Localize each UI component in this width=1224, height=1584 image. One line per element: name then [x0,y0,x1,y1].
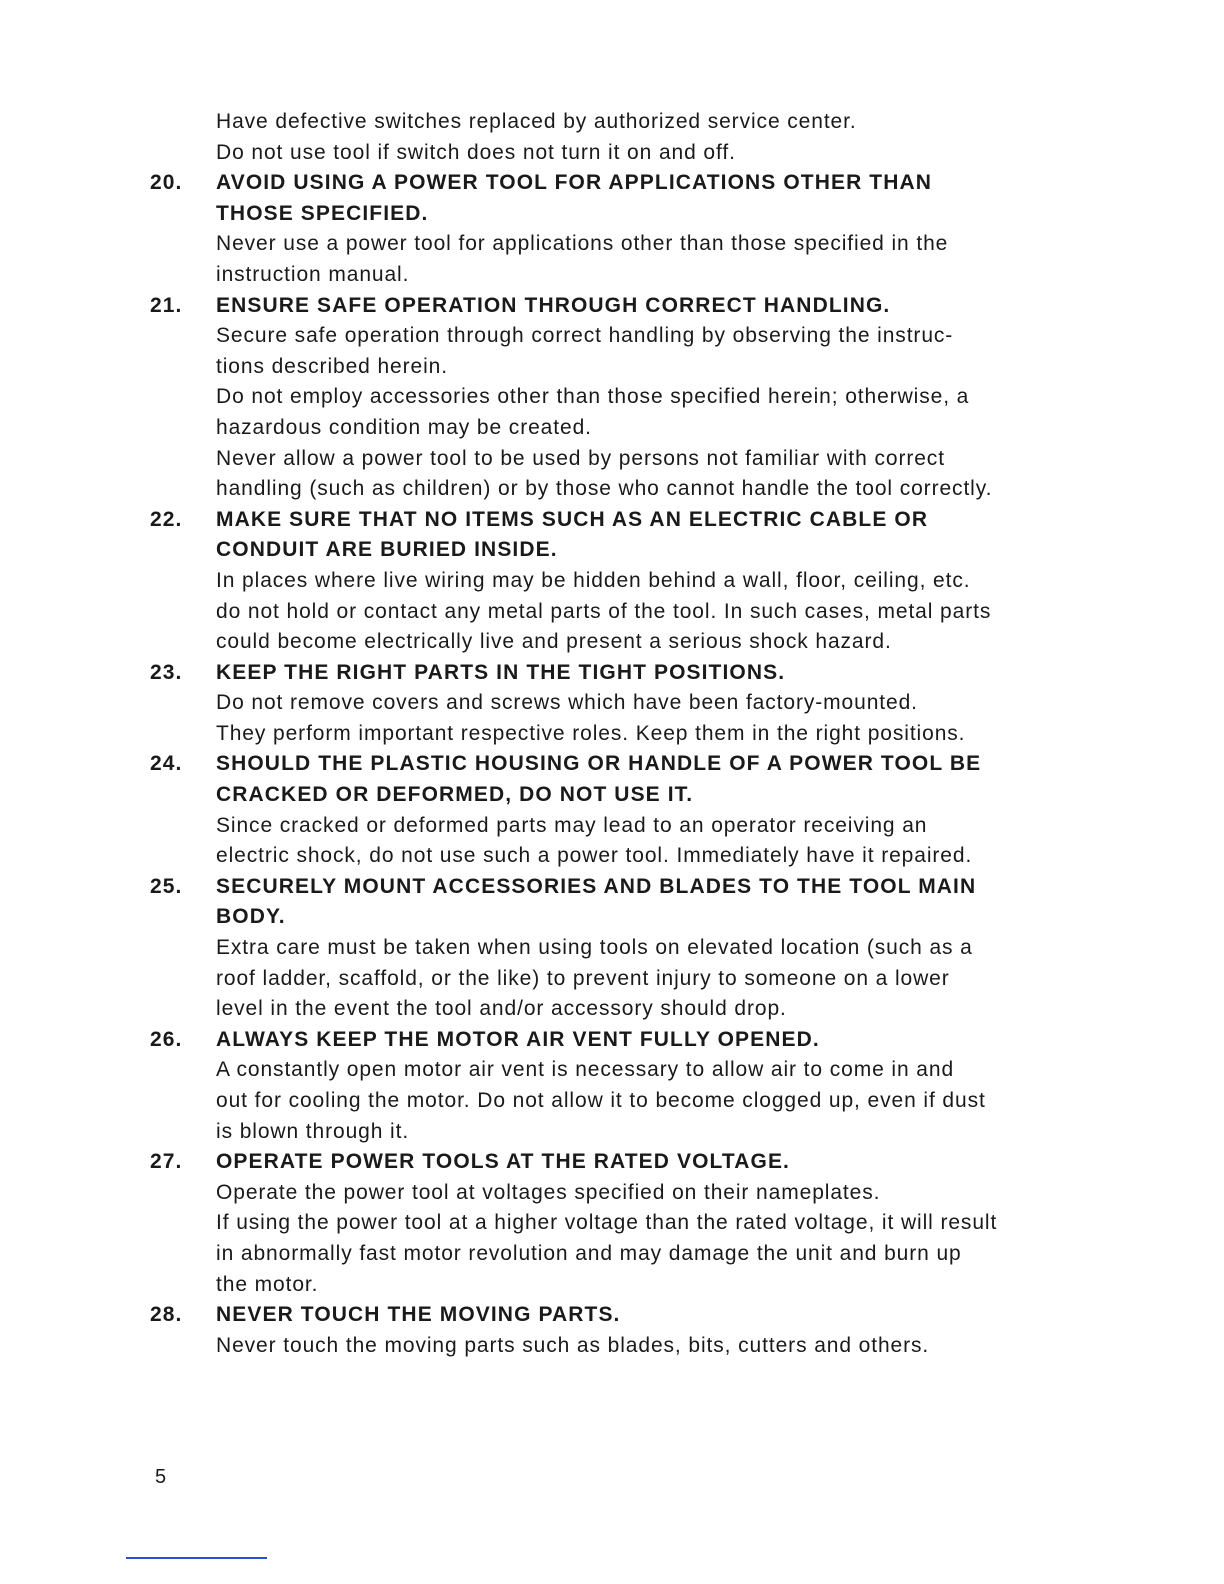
item-body-line: tions described herein. [216,354,448,378]
item-body-line: in abnormally fast motor revolution and may damage the unit and burn up [216,1241,962,1265]
item-title: ALWAYS KEEP THE MOTOR AIR VENT FULLY OPENED. [216,1027,820,1051]
item-body-line: could become electrically live and present a serious shock hazard. [216,630,892,654]
item-body-line: A constantly open motor air vent is necessary to allow air to come in and [216,1058,955,1082]
item-title: KEEP THE RIGHT PARTS IN THE TIGHT POSITIONS. [216,660,786,684]
item-body-line: If using the power tool at a higher voltage than the rated voltage, it will result [216,1211,998,1235]
item-number: 25. [150,874,183,898]
item-title: NEVER TOUCH THE MOVING PARTS. [216,1303,621,1327]
item-number: 20. [150,171,183,195]
item-title: BODY. [216,905,286,929]
item-number: 28. [150,1303,183,1327]
item-26-heading [150,1025,1050,1056]
item-28-heading [150,1300,1050,1331]
item-title: ENSURE SAFE OPERATION THROUGH CORRECT HANDLING. [216,293,891,317]
item-body-line: handling (such as children) or by those who cannot handle the tool correctly. [216,477,993,501]
item-20-heading [150,168,1050,199]
page-number: 5 [155,1466,167,1488]
item-title: CRACKED OR DEFORMED, DO NOT USE IT. [216,783,694,807]
item-body-line: electric shock, do not use such a power tool. Immediately have it repaired. [216,844,973,868]
item-body-line: roof ladder, scaffold, or the like) to prevent injury to someone on a lower [216,966,950,990]
item-24-heading [150,749,1050,780]
safety-instructions [150,107,1050,1361]
item-body-line: the motor. [216,1272,319,1296]
item-body-line: instruction manual. [216,262,410,286]
item-21-heading [150,291,1050,322]
item-number: 24. [150,752,183,776]
item-number: 22. [150,507,183,531]
item-title: MAKE SURE THAT NO ITEMS SUCH AS AN ELECTRIC CABLE OR [216,507,929,531]
item-number: 23. [150,660,183,684]
item-body-line: is blown through it. [216,1119,410,1143]
item-body-line: Extra care must be taken when using tools on elevated location (such as a [216,936,973,960]
item-body-line: Never allow a power tool to be used by persons not familiar with correct [216,446,945,470]
item-23-heading [150,658,1050,689]
item-27-heading [150,1147,1050,1178]
item-title: SHOULD THE PLASTIC HOUSING OR HANDLE OF A POWER TOOL BE [216,752,982,776]
item-number: 21. [150,293,183,317]
item-body-line: level in the event the tool and/or accessory should drop. [216,997,787,1021]
item-body-line: out for cooling the motor. Do not allow it to become clogged up, even if dust [216,1089,986,1112]
item-25-heading [150,872,1050,903]
footer-rule [126,1557,267,1559]
item-title: THOSE SPECIFIED. [216,201,429,225]
item-body-line: Operate the power tool at voltages specified on their nameplates. [216,1180,881,1204]
item-number: 27. [150,1150,183,1174]
item-body-line: They perform important respective roles. Keep them in the right positions. [216,721,966,745]
item-body-line: do not hold or contact any metal parts of the tool. In such cases, metal parts [216,599,992,623]
item-number: 26. [150,1027,183,1051]
item-title: AVOID USING A POWER TOOL FOR APPLICATIONS OTHER THAN [216,171,932,195]
intro-line: Do not use tool if switch does not turn it on and off. [216,140,736,164]
intro-line: Have defective switches replaced by authorized service center. [216,110,857,133]
item-body-line: In places where live wiring may be hidden behind a wall, floor, ceiling, etc. [216,568,971,592]
item-title: SECURELY MOUNT ACCESSORIES AND BLADES TO THE TOOL MAIN [216,874,977,898]
item-body-line: Never touch the moving parts such as blades, bits, cutters and others. [216,1333,930,1357]
item-body-line: Secure safe operation through correct handling by observing the instruc- [216,324,954,348]
item-body-line: Do not employ accessories other than those specified herein; otherwise, a [216,385,970,409]
item-22-heading [150,505,1050,536]
item-title: CONDUIT ARE BURIED INSIDE. [216,538,558,562]
item-body-line: Never use a power tool for applications other than those specified in the [216,232,949,256]
item-body-line: Since cracked or deformed parts may lead to an operator receiving an [216,813,928,837]
item-body-line: hazardous condition may be created. [216,415,592,439]
item-title: OPERATE POWER TOOLS AT THE RATED VOLTAGE. [216,1150,790,1174]
item-body-line: Do not remove covers and screws which have been factory-mounted. [216,691,918,715]
